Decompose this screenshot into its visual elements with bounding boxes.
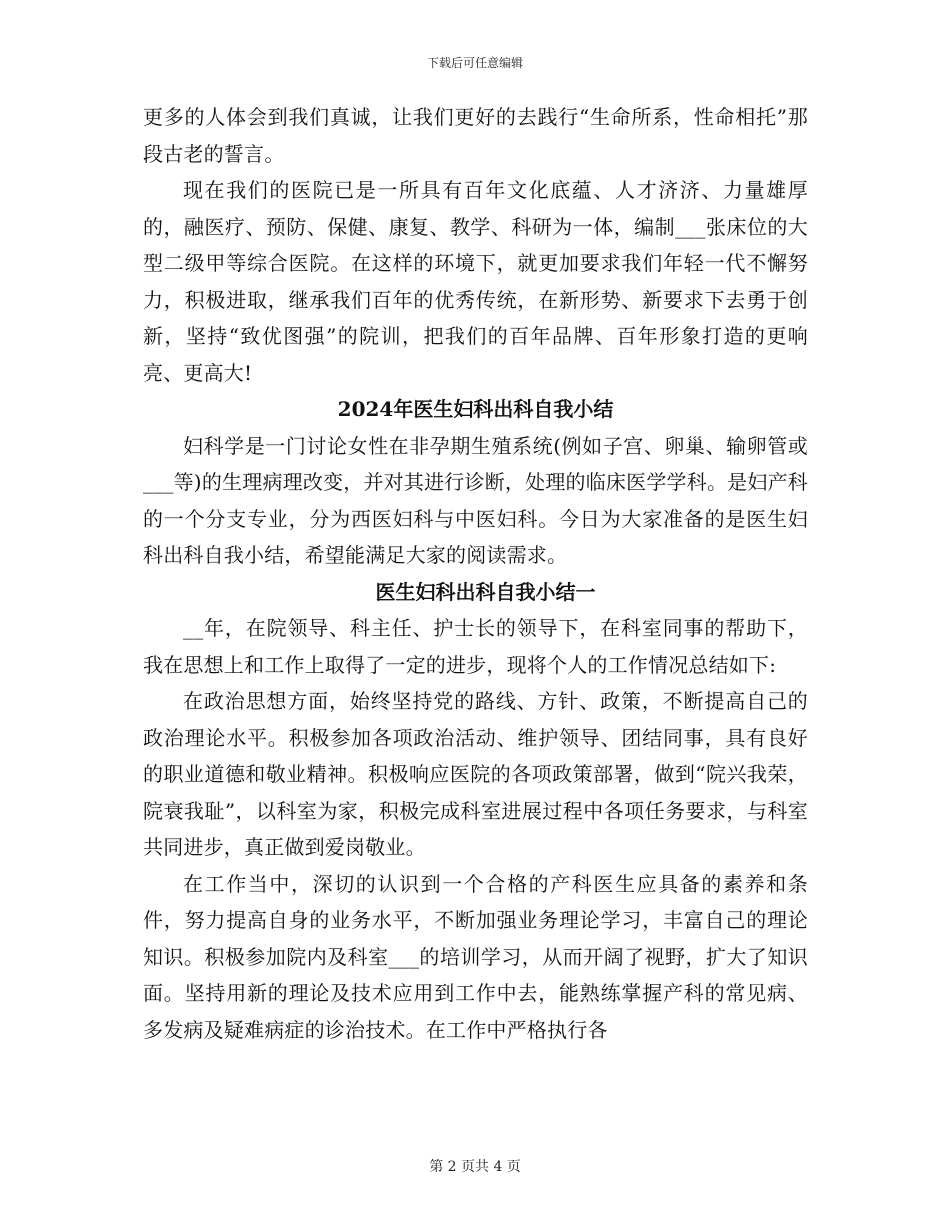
page-header: 下载后可任意编辑 xyxy=(426,56,523,70)
paragraph: __年，在院领导、科主任、护士长的领导下，在科室同事的帮助下，我在思想上和工作上取得了一定的进步，现将个人的工作情况总结如下: xyxy=(143,616,808,677)
paragraph: 在工作当中，深切的认识到一个合格的产科医生应具备的素养和条件，努力提高自身的业务水平，不断加强业务理论学习，丰富自己的理论知识。积极参加院内及科室___的培训学习，从而开阔了视野，扩大了知识面。坚持用新的理论及技术应用到工作中去，能熟练掌握产科的常见病、多发病及疑难病症的诊治技术。在工作中严格执行各 xyxy=(143,871,808,1042)
intro-paragraph: 妇科学是一门讨论女性在非孕期生殖系统(例如子宫、卵巢、输卵管或___等)的生理病理改变，并对其进行诊断，处理的临床医学学科。是妇产科的一个分支专业，分为西医妇科与中医妇科。今日为大家准备的是医生妇科出科自我小结，希望能满足大家的阅读需求。 xyxy=(143,433,808,567)
section-title: 医生妇科出科自我小结一 xyxy=(375,579,596,604)
document-title: 2024年医生妇科出科自我小结 xyxy=(337,397,614,421)
paragraph: 现在我们的医院已是一所具有百年文化底蕴、人才济济、力量雄厚的，融医疗、预防、保健、康复、教学、科研为一体，编制___张床位的大型二级甲等综合医院。在这样的环境下，就更加要求我们年轻一代不懈努力，积极进取，继承我们百年的优秀传统，在新形势、新要求下去勇于创新，坚持“致优图强”的院训，把我们的百年品牌、百年形象打造的更响亮、更高大! xyxy=(143,178,808,385)
page-footer: 第 2 页共 4 页 xyxy=(429,1159,521,1175)
document-body xyxy=(143,99,808,1048)
paragraph: 更多的人体会到我们真诚，让我们更好的去践行“生命所系，性命相托”那段古老的誓言。 xyxy=(143,105,808,166)
paragraph: 在政治思想方面，始终坚持党的路线、方针、政策，不断提高自己的政治理论水平。积极参加各项政治活动、维护领导、团结同事，具有良好的职业道德和敬业精神。积极响应医院的各项政策部署，做到“院兴我荣，院衰我耻”，以科室为家，积极完成科室进展过程中各项任务要求，与科室共同进步，真正做到爱岗敬业。 xyxy=(143,689,808,859)
